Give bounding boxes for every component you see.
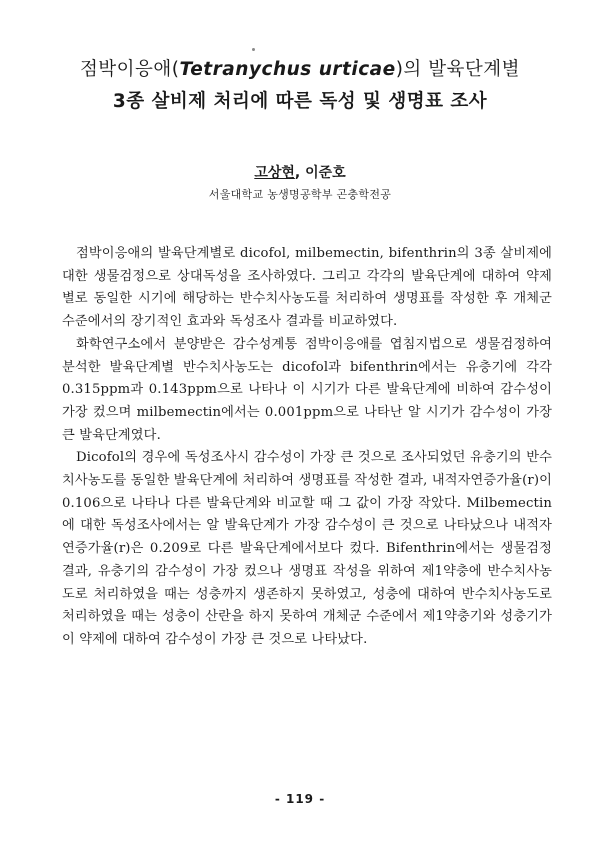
abstract-paragraph: 화학연구소에서 분양받은 감수성계통 점박이응애를 엽침지법으로 생물검정하여 분석한 발육단계별 반수치사농도는 dicofol과 bifenthrin에서는 유충기에 각각 0.315ppm과 0.143ppm으로 나타나 이 시기가 다른 발육단계에 비하여 감수성이 가장 컸으며 milbemectin에서는 0.001ppm으로 나타난 알 시기가 감수성이 가장 큰 발육단계였다. [62,336,552,443]
title-line-1 [40,55,560,85]
abstract-paragraph: 점박이응애의 발육단계별로 dicofol, milbemectin, bifenthrin의 3종 살비제에 대한 생물검정으로 상대독성을 조사하였다. 그리고 각각의 발육단계에 대하여 약제별로 동일한 시기에 해당하는 반수치사농도를 처리하여 생명표를 작성한 후 개체군 수준에서의 장기적인 효과와 독성조사 결과를 비교하였다. [62,246,552,330]
presenting-author: 고상현 [254,165,295,181]
abstract-body [62,243,552,652]
title-line-2: 3종 살비제 처리에 따른 독성 및 생명표 조사 [112,91,488,112]
affiliation: 서울대학교 농생명공학부 곤충학전공 [208,188,392,201]
co-author: 이준호 [305,165,346,181]
author-line [0,162,600,182]
title-suffix: )의 발육단계별 [395,59,521,80]
author-separator: , [294,165,306,181]
page-number: - 119 - [274,792,326,806]
title-prefix: 점박이응애( [79,59,180,80]
abstract-paragraph: Dicofol의 경우에 독성조사시 감수성이 가장 큰 것으로 조사되었던 유충기의 반수치사농도를 동일한 발육단계에 처리하여 생명표를 작성한 결과, 내적자연증가율(r)이 0.106으로 나타나 다른 발육단계와 비교할 때 그 값이 가장 작았다. Milbemectin에 대한 독성조사에서는 알 발육단계가 가장 감수성이 큰 것으로 나타났으나 내적자연증가율(r)은 0.209로 다른 발육단계에서보다 컸다. Bifenthrin에서는 생물검정 결과, 유충기의 감수성이 가장 컸으나 생명표 작성을 위하여 제1약충에 반수치사농도로 처리하였을 때는 성충까지 생존하지 못하였고, 성충에 대하여 반수치사농도로 처리하였을 때는 성충이 산란을 하지 못하여 개체군 수준에서 제1약충기와 성충기가 이 약제에 대하여 감수성이 가장 큰 것으로 나타났다. [62,450,553,647]
species-name: Tetranychus urticae [179,59,396,80]
scan-speck [252,48,255,51]
